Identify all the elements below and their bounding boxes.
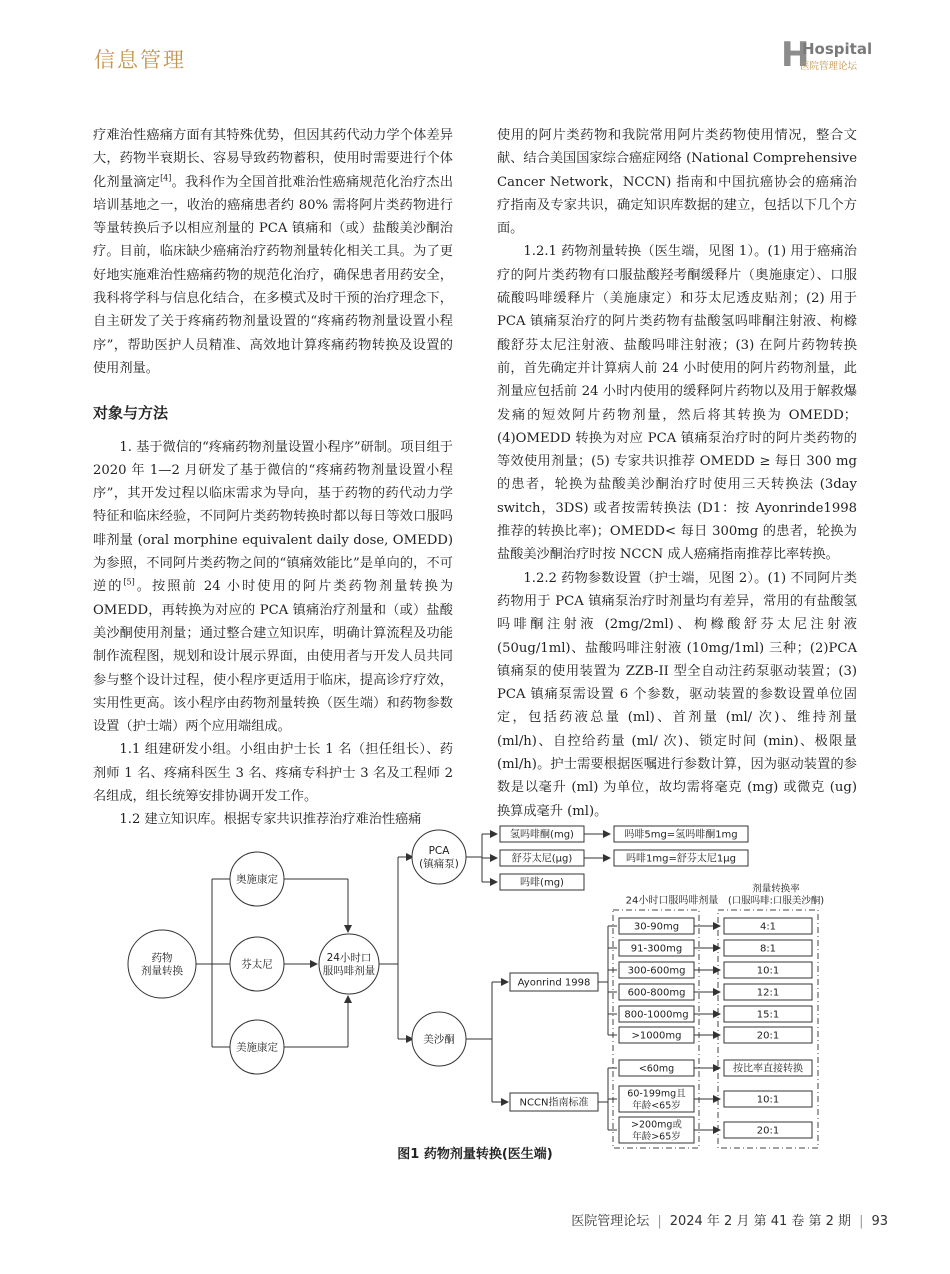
nccn-dose-1-label: <60mg: [638, 1063, 675, 1075]
left-para-4: 1.2 建立知识库。根据专家共识推荐治疗难治性癌痛: [119, 812, 422, 828]
nccn-ratio-1-label: 按比率直接转换: [733, 1063, 803, 1075]
methadone-node-label: 美沙酮: [423, 1033, 455, 1046]
pca-equivalence-1-label: 吗啡5mg=氢吗啡酮1mg: [624, 829, 738, 841]
left-column: [93, 124, 453, 832]
nccn-ratio-3-label: 20:1: [756, 1125, 780, 1137]
root-node-label: 药物剂量转换: [141, 952, 183, 978]
ayon-dose-3-label: 300-600mg: [627, 965, 686, 977]
logo-h: H: [781, 35, 810, 75]
figure-1-flowchart: [120, 822, 840, 1167]
nccn-dose-3-label: >200mg或年龄>65岁: [631, 1119, 682, 1143]
dose-column-header: 24小时口服吗啡剂量: [625, 895, 719, 907]
ayon-dose-2-label: 91-300mg: [630, 943, 683, 955]
pca-equivalence-2-label: 吗啡1mg=舒芬太尼1μg: [626, 853, 736, 865]
method-nccn-label: NCCN指南标准: [519, 1097, 589, 1109]
journal-logo: [781, 35, 873, 78]
footer-issue: 2024 年 2 月 第 41 卷 第 2 期: [669, 1214, 852, 1229]
right-para-2: 1.2.1 药物剂量转换（医生端，见图 1）。(1) 用于癌痛治疗的阿片类药物有口服盐酸羟考酮缓释片（奥施康定）、口服硫酸吗啡缓释片（美施康定）和芬太尼透皮贴剂；(2) 用于 PCA 镇痛泵治疗的阿片类药物有盐酸氢吗啡酮注射液、枸橼酸舒芬太尼注射液、盐酸吗啡注射液；(3) 在阿片药物转换前，首先确定并计算病人前 24 小时使用的阿片药物剂量，此剂量应包括前 24 小时内使用的缓释阿片药物以及用于解救爆发痛的短效阿片药物剂量，然后将其转换为 OMEDD；(4)OMEDD 转换为对应 PCA 镇痛泵治疗时的阿片类药物的等效使用剂量；(5) 专家共识推荐 OMEDD ≥ 每日 300 mg 的患者，轮换为盐酸美沙酮治疗时使用三天转换法 (3day switch，3DS) 或者按需转换法 (D1：按 Ayonrinde1998 推荐的转换比率)；OMEDD< 每日 300mg 的患者，轮换为盐酸美沙酮治疗时按 NCCN 成人癌痛指南推荐比率转换。: [497, 244, 857, 563]
ayon-ratio-1-label: 4:1: [759, 921, 777, 933]
pca-drug-2-label: 舒芬太尼(μg): [511, 853, 573, 865]
right-para-1: 使用的阿片类药物和我院常用阿片类药物使用情况，整合文献、结合美国国家综合癌症网络 (National Comprehensive Cancer Network，NCCN) 指南和中国抗癌协会的癌痛治疗指南及专家共识，确定知识库数据的建立，包括以下几个方面。: [497, 128, 857, 237]
section-heading: 对象与方法: [93, 404, 169, 423]
drug-node-3-label: 美施康定: [236, 1041, 278, 1054]
page-footer: 医院管理论坛 | 2024 年 2 月 第 41 卷 第 2 期 | 93: [571, 1214, 888, 1229]
ayon-ratio-3-label: 10:1: [756, 965, 780, 977]
method-ayonrinde-label: Ayonrind 1998: [517, 977, 591, 989]
left-para-1: 疗难治性癌痛方面有其特殊优势，但因其药代动力学个体差异大，药物半衰期长、容易导致药物蓄积，使用时需要进行个体化剂量滴定[4]。我科作为全国首批难治性癌痛规范化治疗杰出培训基地之一，收治的癌痛患者约 80% 需将阿片类药物进行等量转换后予以相应剂量的 PCA 镇痛和（或）盐酸美沙酮治疗。目前，临床缺少癌痛治疗药物剂量转化相关工具。为了更好地实施难治性癌痛药物的规范化治疗，确保患者用药安全，我科将学科与信息化结合，在多模式及时干预的治疗理念下，自主研发了关于疼痛药物剂量设置的“疼痛药物剂量设置小程序”，帮助医护人员精准、高效地计算疼痛药物转换及设置的使用剂量。: [93, 128, 454, 376]
drug-node-1-label: 奥施康定: [236, 873, 278, 886]
ayon-dose-6-label: >1000mg: [631, 1030, 682, 1042]
ayon-dose-5-label: 800-1000mg: [624, 1009, 689, 1021]
section-label: 信息管理: [94, 48, 186, 72]
pca-drug-1-label: 氢吗啡酮(mg): [510, 829, 574, 841]
figure-caption: 图1 药物剂量转换(医生端): [397, 1147, 553, 1162]
ayon-ratio-6-label: 20:1: [756, 1030, 780, 1042]
page-number: 93: [871, 1214, 888, 1229]
logo-cn: 医院管理论坛: [800, 61, 858, 72]
right-para-3: 1.2.2 药物参数设置（护士端，见图 2）。(1) 不同阿片类药物用于 PCA 镇痛泵治疗时剂量均有差异，常用的有盐酸氢吗啡酮注射液 (2mg/2ml)、枸橼酸舒芬太尼注射液 (50ug/1ml)、盐酸吗啡注射液 (10mg/1ml) 三种；(2)PCA 镇痛泵的使用装置为 ZZB-II 型全自动注药泵驱动装置；(3) PCA 镇痛泵需设置 6 个参数，驱动装置的参数设置单位固定，包括药液总量 (ml)、首剂量 (ml/ 次)、维持剂量 (ml/h)、自控给药量 (ml/ 次)、锁定时间 (min)、极限量 (ml/h)。护士需要根据医嘱进行参数计算，因为驱动装置的参数是以毫升 (ml) 为单位，故均需将毫克 (mg) 或微克 (ug) 换算成毫升 (ml)。: [497, 570, 857, 819]
ayon-ratio-2-label: 8:1: [759, 943, 777, 955]
ayon-dose-4-label: 600-800mg: [627, 987, 686, 999]
logo-text: Hospital: [802, 40, 873, 58]
ayon-dose-1-label: 30-90mg: [633, 921, 680, 933]
footer-journal: 医院管理论坛: [571, 1214, 650, 1229]
omedd-node-label: 24小时口服吗啡剂量: [322, 952, 376, 978]
right-column: [497, 124, 857, 823]
drug-node-2-label: 芬太尼: [241, 958, 273, 971]
ayon-ratio-4-label: 12:1: [756, 987, 780, 999]
nccn-dose-2-label: 60-199mg且年龄<65岁: [627, 1088, 686, 1112]
pca-node-label: PCA (镇痛泵): [419, 845, 459, 871]
ratio-column-header: 剂量转换率(口服吗啡:口服美沙酮): [727, 883, 825, 907]
left-para-3: 1.1 组建研发小组。小组由护士长 1 名（担任组长）、药剂师 1 名、疼痛科医生 3 名、疼痛专科护士 3 名及工程师 2 名组成，组长统筹安排协调开发工作。: [93, 742, 453, 805]
pca-drug-3-label: 吗啡(mg): [520, 877, 564, 889]
left-para-2: 1. 基于微信的“疼痛药物剂量设置小程序”研制。项目组于 2020 年 1—2 月研发了基于微信的“疼痛药物剂量设置小程序”，其开发过程以临床需求为导向，基于药物的药代动力学特征和临床经验，不同阿片类药物转换时都以每日等效口服吗啡剂量 (oral morphine equivalent daily dose, OMEDD) 为参照，不同阿片类药物之间的“镇痛效能比”是单向的，不可逆的[5]。按照前 24 小时使用的阿片类药物剂量转换为 OMEDD，再转换为对应的 PCA 镇痛治疗剂量和（或）盐酸美沙酮使用剂量；通过整合建立知识库，明确计算流程及功能制作流程图，规划和设计展示界面，由使用者与开发人员共同参与整个设计过程，使小程序更适用于临床，提高诊疗疗效，实用性更高。该小程序由药物剂量转换（医生端）和药物参数设置（护士端）两个应用端组成。: [93, 439, 454, 735]
nccn-ratio-2-label: 10:1: [756, 1094, 780, 1106]
ayon-ratio-5-label: 15:1: [756, 1009, 780, 1021]
